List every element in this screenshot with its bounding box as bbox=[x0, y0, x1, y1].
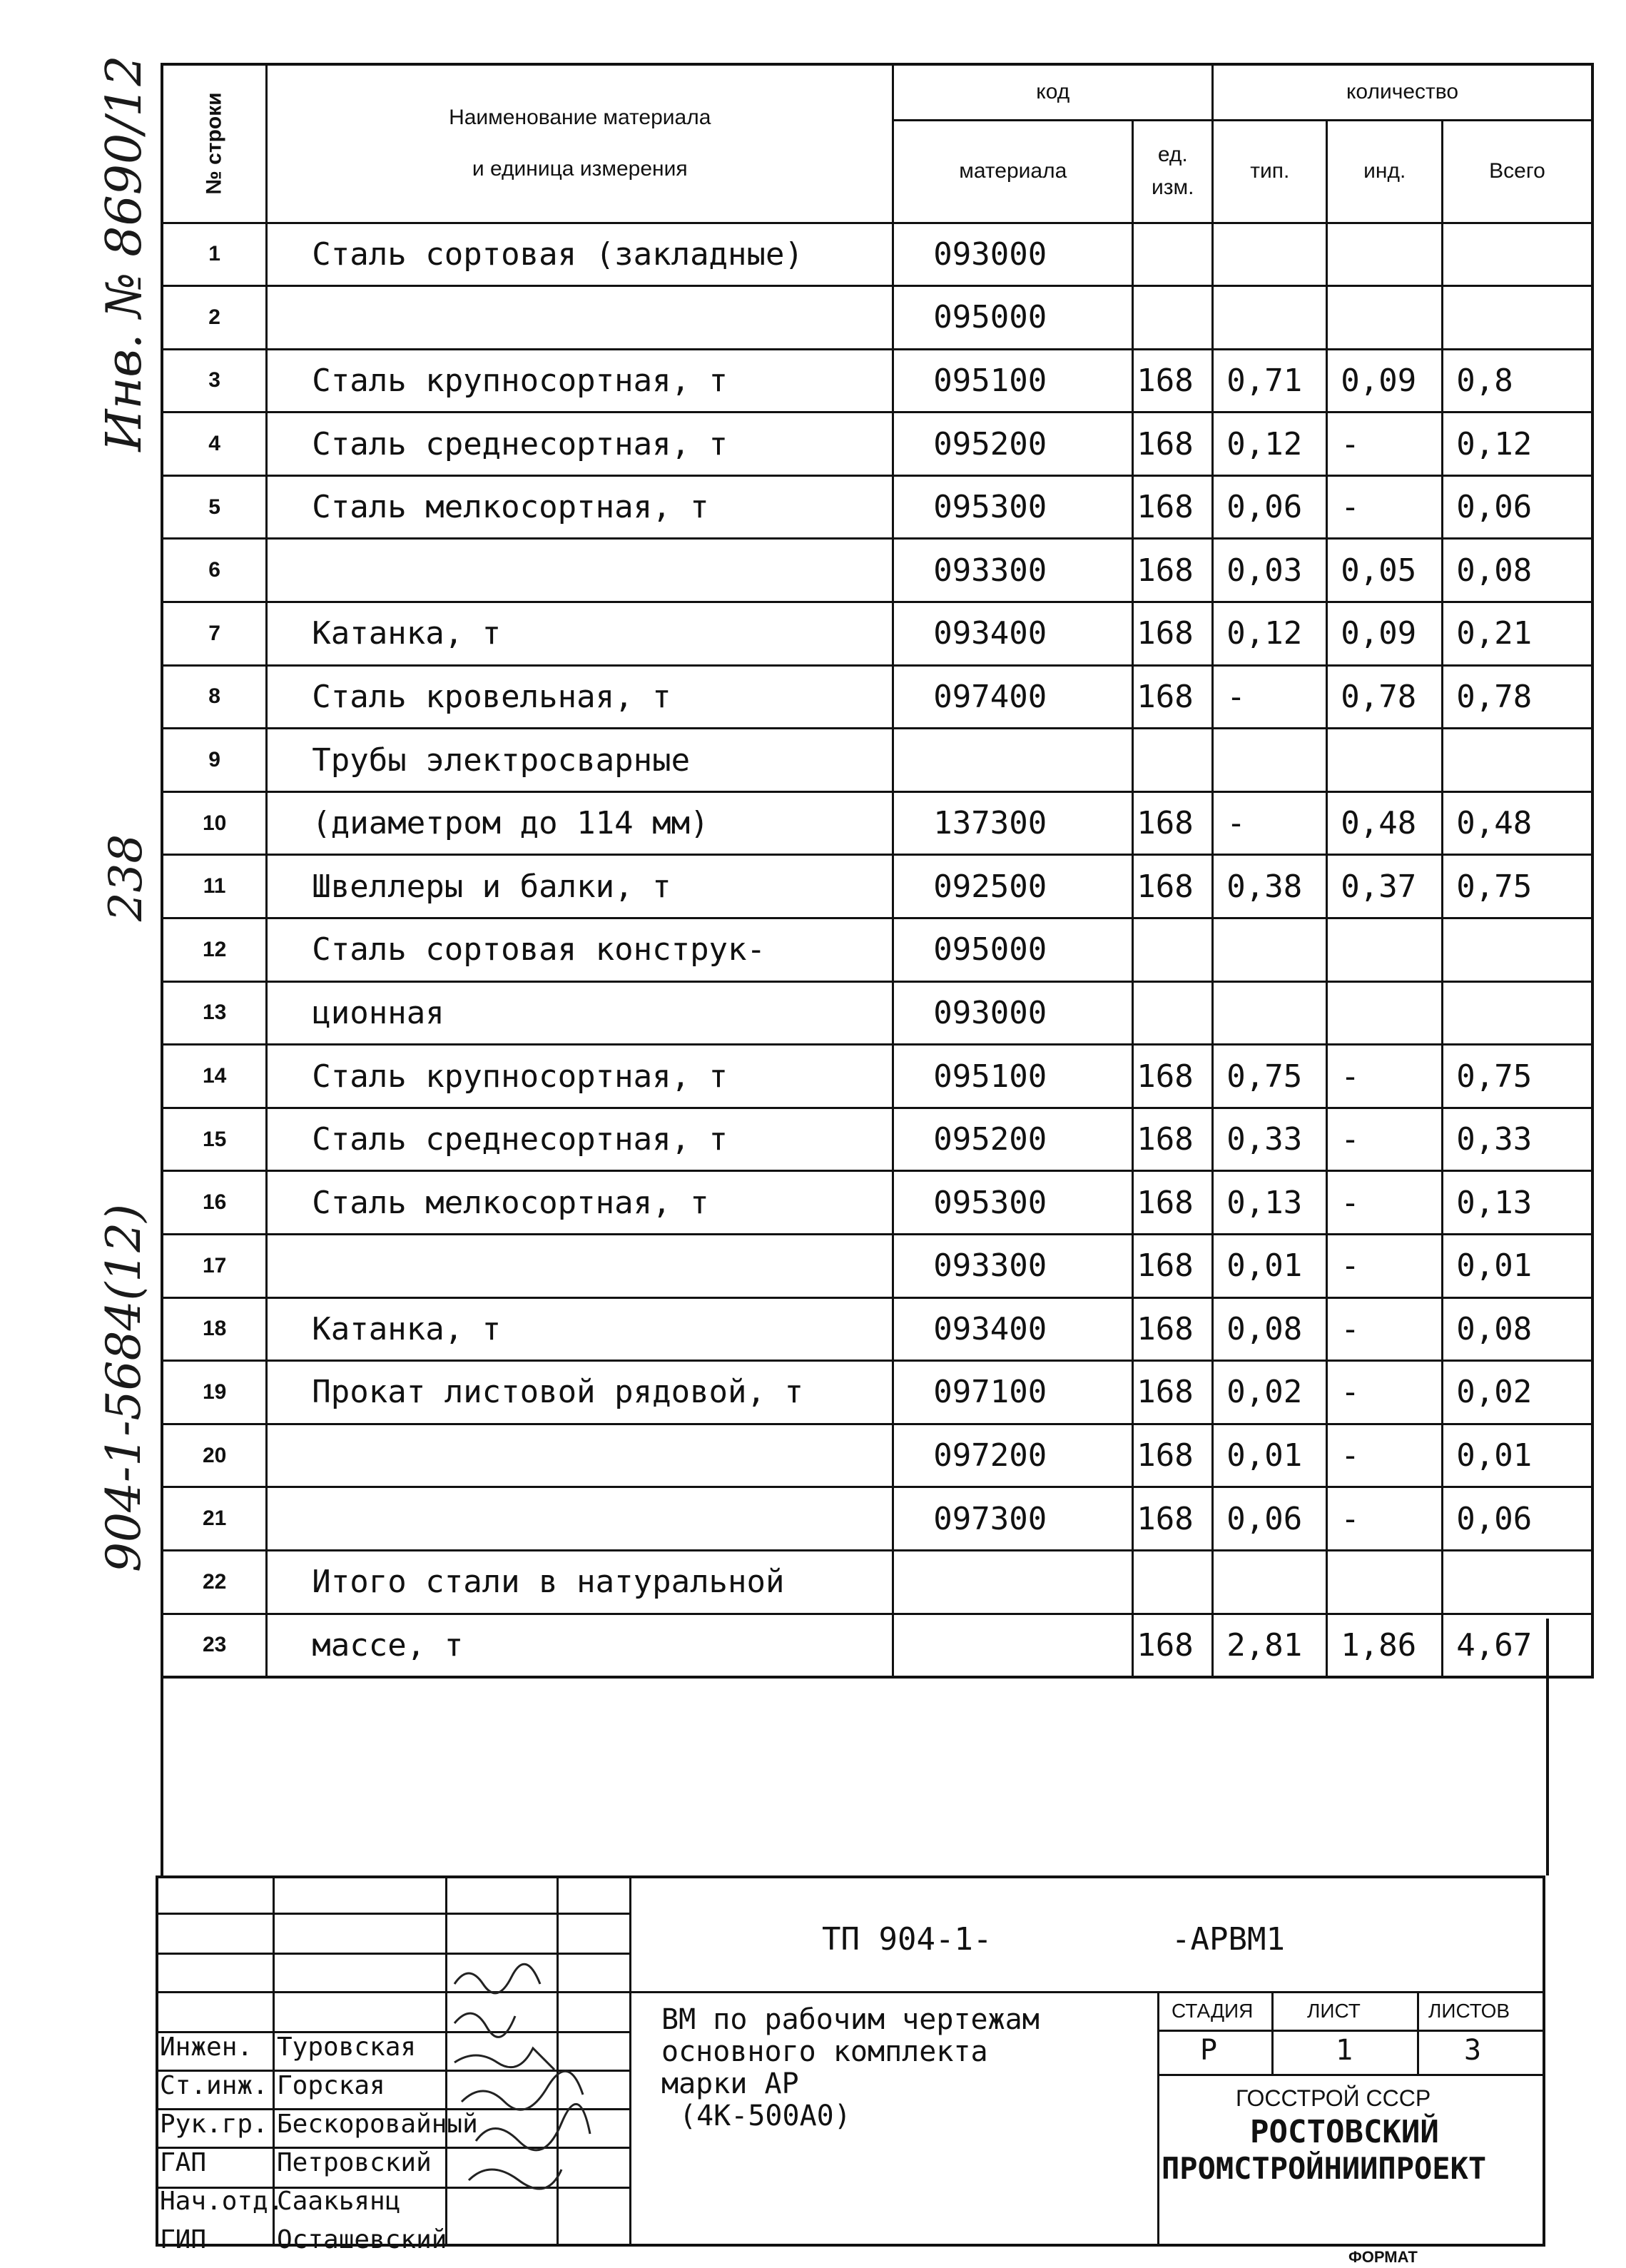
table-row bbox=[162, 729, 1592, 792]
quantity-typ: - bbox=[1213, 665, 1327, 729]
row-number: 2 bbox=[162, 286, 267, 350]
material-name: Сталь среднесортная, т bbox=[267, 1108, 893, 1171]
material-code: 095000 bbox=[893, 918, 1133, 982]
quantity-total: 0,06 bbox=[1443, 475, 1592, 539]
table-row bbox=[162, 665, 1592, 729]
unit-code bbox=[1133, 1550, 1213, 1614]
table-row bbox=[162, 412, 1592, 476]
material-code bbox=[893, 729, 1133, 792]
quantity-ind: 0,09 bbox=[1327, 349, 1443, 412]
quantity-total: 0,02 bbox=[1443, 1361, 1592, 1424]
unit-code: 168 bbox=[1133, 412, 1213, 476]
org-line2: РОСТОВСКИЙ bbox=[1250, 2114, 1439, 2150]
quantity-total: 0,21 bbox=[1443, 602, 1592, 666]
material-code: 093300 bbox=[893, 1235, 1133, 1298]
row-number: 9 bbox=[162, 729, 267, 792]
material-name bbox=[267, 1424, 893, 1487]
quantity-total: 0,12 bbox=[1443, 412, 1592, 476]
quantity-typ: 2,81 bbox=[1213, 1614, 1327, 1677]
material-code: 095100 bbox=[893, 1045, 1133, 1108]
quantity-typ: 0,12 bbox=[1213, 412, 1327, 476]
designation-right: -АРВМ1 bbox=[1172, 1921, 1285, 1958]
material-name: массе, т bbox=[267, 1614, 893, 1677]
quantity-typ: 0,71 bbox=[1213, 349, 1327, 412]
quantity-total: 0,06 bbox=[1443, 1487, 1592, 1551]
code-material-header: материала bbox=[893, 120, 1133, 223]
unit-code bbox=[1133, 223, 1213, 286]
material-code: 095300 bbox=[893, 1171, 1133, 1235]
unit-code: 168 bbox=[1133, 1361, 1213, 1424]
quantity-ind bbox=[1327, 1550, 1443, 1614]
blank-area bbox=[161, 1619, 1549, 1875]
table-row bbox=[162, 855, 1592, 918]
table-row bbox=[162, 1361, 1592, 1424]
quantity-typ: 0,03 bbox=[1213, 539, 1327, 602]
signature-name: Туровская bbox=[277, 2032, 417, 2062]
quantity-typ: 0,12 bbox=[1213, 602, 1327, 666]
quantity-typ bbox=[1213, 1550, 1327, 1614]
quantity-ind: - bbox=[1327, 1045, 1443, 1108]
row-number-header-text: № строки bbox=[202, 92, 226, 195]
table-row bbox=[162, 918, 1592, 982]
quantity-typ: 0,33 bbox=[1213, 1108, 1327, 1171]
row-number: 5 bbox=[162, 475, 267, 539]
signature-name: Бескоровайный bbox=[277, 2110, 478, 2139]
unit-code: 168 bbox=[1133, 1614, 1213, 1677]
quantity-ind bbox=[1327, 729, 1443, 792]
quantity-typ: 0,02 bbox=[1213, 1361, 1327, 1424]
material-name: Сталь кровельная, т bbox=[267, 665, 893, 729]
material-name: Швеллеры и балки, т bbox=[267, 855, 893, 918]
row-number: 17 bbox=[162, 1235, 267, 1298]
quantity-total: 0,08 bbox=[1443, 539, 1592, 602]
quantity-total: 0,01 bbox=[1443, 1235, 1592, 1298]
quantity-ind bbox=[1327, 918, 1443, 982]
table-row bbox=[162, 791, 1592, 855]
quantity-ind: - bbox=[1327, 412, 1443, 476]
material-name: Трубы электросварные bbox=[267, 729, 893, 792]
quantity-typ: 0,38 bbox=[1213, 855, 1327, 918]
quantity-typ bbox=[1213, 729, 1327, 792]
material-code: 093300 bbox=[893, 539, 1133, 602]
org-line1: ГОССТРОЙ СССР bbox=[1236, 2085, 1431, 2111]
signature-role: ГИП bbox=[160, 2225, 207, 2254]
quantity-ind: - bbox=[1327, 1361, 1443, 1424]
material-code: 097400 bbox=[893, 665, 1133, 729]
description-line2: основного комплекта bbox=[661, 2035, 988, 2068]
quantity-total: 4,67 bbox=[1443, 1614, 1592, 1677]
material-name: Сталь крупносортная, т bbox=[267, 1045, 893, 1108]
signature-name: Горская bbox=[277, 2071, 385, 2100]
signature-name: Петровский bbox=[277, 2148, 432, 2177]
quantity-ind bbox=[1327, 223, 1443, 286]
stage-value: Р bbox=[1200, 2034, 1218, 2067]
quantity-typ-header: тип. bbox=[1213, 120, 1327, 223]
quantity-total bbox=[1443, 286, 1592, 350]
code-group-header: код bbox=[893, 64, 1213, 120]
material-name: Катанка, т bbox=[267, 602, 893, 666]
org-line3: ПРОМСТРОЙНИИПРОЕКТ bbox=[1162, 2151, 1487, 2186]
quantity-ind: - bbox=[1327, 475, 1443, 539]
table-row bbox=[162, 539, 1592, 602]
table-row bbox=[162, 1550, 1592, 1614]
material-code: 093400 bbox=[893, 1297, 1133, 1361]
material-name: (диаметром до 114 мм) bbox=[267, 791, 893, 855]
signature-role: ГАП bbox=[160, 2148, 207, 2177]
code-unit-header: ед. изм. bbox=[1133, 120, 1213, 223]
quantity-typ bbox=[1213, 286, 1327, 350]
quantity-typ bbox=[1213, 918, 1327, 982]
material-name: Сталь крупносортная, т bbox=[267, 349, 893, 412]
unit-code: 168 bbox=[1133, 602, 1213, 666]
unit-code bbox=[1133, 729, 1213, 792]
material-name-header bbox=[267, 64, 893, 223]
material-code: 095200 bbox=[893, 412, 1133, 476]
project-code-note: 904-1-5684(12) bbox=[96, 1204, 151, 1573]
quantity-ind: 0,05 bbox=[1327, 539, 1443, 602]
designation-left: ТП 904-1- bbox=[822, 1921, 992, 1958]
material-code bbox=[893, 1550, 1133, 1614]
page-number-note: 238 bbox=[100, 834, 153, 922]
material-name: Сталь среднесортная, т bbox=[267, 412, 893, 476]
material-code: 095300 bbox=[893, 475, 1133, 539]
material-name: Прокат листовой рядовой, т bbox=[267, 1361, 893, 1424]
quantity-total-header: Всего bbox=[1443, 120, 1592, 223]
material-code: 092500 bbox=[893, 855, 1133, 918]
table-row bbox=[162, 1487, 1592, 1551]
table-row bbox=[162, 1045, 1592, 1108]
row-number: 16 bbox=[162, 1171, 267, 1235]
description-line1: ВМ по рабочим чертежам bbox=[661, 2003, 1040, 2036]
quantity-ind: - bbox=[1327, 1424, 1443, 1487]
unit-code: 168 bbox=[1133, 475, 1213, 539]
table-row bbox=[162, 981, 1592, 1045]
material-name: Сталь мелкосортная, т bbox=[267, 475, 893, 539]
table-row bbox=[162, 1108, 1592, 1171]
material-code: 095200 bbox=[893, 1108, 1133, 1171]
quantity-typ bbox=[1213, 981, 1327, 1045]
material-name: Итого стали в натуральной bbox=[267, 1550, 893, 1614]
unit-code: 168 bbox=[1133, 1235, 1213, 1298]
quantity-typ: 0,75 bbox=[1213, 1045, 1327, 1108]
row-number: 4 bbox=[162, 412, 267, 476]
quantity-ind: 0,48 bbox=[1327, 791, 1443, 855]
quantity-typ: 0,06 bbox=[1213, 1487, 1327, 1551]
quantity-total: 0,08 bbox=[1443, 1297, 1592, 1361]
title-block bbox=[156, 1875, 1545, 2254]
row-number: 3 bbox=[162, 349, 267, 412]
row-number: 13 bbox=[162, 981, 267, 1045]
material-name-header-line2: и единица измерения bbox=[472, 157, 688, 181]
material-code: 095100 bbox=[893, 349, 1133, 412]
row-number: 21 bbox=[162, 1487, 267, 1551]
row-number: 7 bbox=[162, 602, 267, 666]
unit-code: 168 bbox=[1133, 1171, 1213, 1235]
material-name bbox=[267, 286, 893, 350]
material-code: 137300 bbox=[893, 791, 1133, 855]
row-number: 6 bbox=[162, 539, 267, 602]
material-code: 093400 bbox=[893, 602, 1133, 666]
material-code: 093000 bbox=[893, 981, 1133, 1045]
quantity-typ: 0,08 bbox=[1213, 1297, 1327, 1361]
quantity-total bbox=[1443, 918, 1592, 982]
quantity-total: 0,75 bbox=[1443, 855, 1592, 918]
table-row bbox=[162, 602, 1592, 666]
quantity-ind bbox=[1327, 981, 1443, 1045]
unit-code: 168 bbox=[1133, 791, 1213, 855]
quantity-typ: 0,01 bbox=[1213, 1235, 1327, 1298]
signature-role: Инжен. bbox=[160, 2032, 253, 2062]
unit-code: 168 bbox=[1133, 1297, 1213, 1361]
format-label: ФОРМАТ bbox=[1348, 2248, 1418, 2266]
table-row bbox=[162, 1297, 1592, 1361]
quantity-total: 0,01 bbox=[1443, 1424, 1592, 1487]
signature-name: Саакьянц bbox=[277, 2187, 401, 2216]
materials-table bbox=[161, 63, 1594, 1679]
table-row bbox=[162, 1235, 1592, 1298]
row-number: 22 bbox=[162, 1550, 267, 1614]
signature-role: Нач.отд. bbox=[160, 2187, 284, 2216]
quantity-typ bbox=[1213, 223, 1327, 286]
material-name bbox=[267, 539, 893, 602]
quantity-ind: 0,09 bbox=[1327, 602, 1443, 666]
quantity-total bbox=[1443, 981, 1592, 1045]
unit-code: 168 bbox=[1133, 539, 1213, 602]
row-number: 12 bbox=[162, 918, 267, 982]
material-name bbox=[267, 1487, 893, 1551]
quantity-total bbox=[1443, 223, 1592, 286]
table-row bbox=[162, 1424, 1592, 1487]
material-name-header-line1: Наименование материала bbox=[449, 106, 711, 130]
material-name: ционная bbox=[267, 981, 893, 1045]
signature-scribbles bbox=[447, 1955, 626, 2241]
unit-code bbox=[1133, 981, 1213, 1045]
row-number: 14 bbox=[162, 1045, 267, 1108]
table-row bbox=[162, 1171, 1592, 1235]
material-name: Катанка, т bbox=[267, 1297, 893, 1361]
unit-code: 168 bbox=[1133, 1424, 1213, 1487]
description-line4: (4К-500А0) bbox=[679, 2100, 851, 2132]
stage-label: СТАДИЯ bbox=[1172, 2000, 1254, 2022]
row-number: 8 bbox=[162, 665, 267, 729]
unit-code bbox=[1133, 286, 1213, 350]
sheet-label: ЛИСТ bbox=[1307, 2000, 1361, 2022]
quantity-group-header: количество bbox=[1213, 64, 1592, 120]
quantity-typ: 0,06 bbox=[1213, 475, 1327, 539]
quantity-ind: - bbox=[1327, 1235, 1443, 1298]
unit-code: 168 bbox=[1133, 1487, 1213, 1551]
quantity-total bbox=[1443, 729, 1592, 792]
unit-code: 168 bbox=[1133, 855, 1213, 918]
signature-role: Ст.инж. bbox=[160, 2071, 268, 2100]
quantity-total: 0,33 bbox=[1443, 1108, 1592, 1171]
quantity-total: 0,8 bbox=[1443, 349, 1592, 412]
row-number-header bbox=[162, 64, 267, 223]
unit-code: 168 bbox=[1133, 349, 1213, 412]
quantity-total bbox=[1443, 1550, 1592, 1614]
row-number: 20 bbox=[162, 1424, 267, 1487]
quantity-ind: 0,78 bbox=[1327, 665, 1443, 729]
quantity-ind-header: инд. bbox=[1327, 120, 1443, 223]
row-number: 11 bbox=[162, 855, 267, 918]
row-number: 15 bbox=[162, 1108, 267, 1171]
quantity-ind: 0,37 bbox=[1327, 855, 1443, 918]
row-number: 19 bbox=[162, 1361, 267, 1424]
material-code: 093000 bbox=[893, 223, 1133, 286]
quantity-total: 0,13 bbox=[1443, 1171, 1592, 1235]
quantity-ind: - bbox=[1327, 1487, 1443, 1551]
unit-code: 168 bbox=[1133, 665, 1213, 729]
row-number: 23 bbox=[162, 1614, 267, 1677]
quantity-ind: - bbox=[1327, 1297, 1443, 1361]
sheets-label: ЛИСТОВ bbox=[1428, 2000, 1510, 2022]
inventory-number-note: Инв. № 8690/12 bbox=[96, 55, 153, 452]
quantity-ind bbox=[1327, 286, 1443, 350]
material-name bbox=[267, 1235, 893, 1298]
quantity-typ: - bbox=[1213, 791, 1327, 855]
quantity-ind: - bbox=[1327, 1171, 1443, 1235]
row-number: 18 bbox=[162, 1297, 267, 1361]
signature-role: Рук.гр. bbox=[160, 2110, 268, 2139]
unit-code: 168 bbox=[1133, 1045, 1213, 1108]
material-name: Сталь сортовая (закладные) bbox=[267, 223, 893, 286]
quantity-typ: 0,13 bbox=[1213, 1171, 1327, 1235]
material-code: 097200 bbox=[893, 1424, 1133, 1487]
quantity-total: 0,78 bbox=[1443, 665, 1592, 729]
unit-code bbox=[1133, 918, 1213, 982]
quantity-total: 0,48 bbox=[1443, 791, 1592, 855]
sheet-value: 1 bbox=[1336, 2034, 1353, 2067]
row-number: 10 bbox=[162, 791, 267, 855]
table-row bbox=[162, 223, 1592, 286]
unit-code: 168 bbox=[1133, 1108, 1213, 1171]
table-row bbox=[162, 349, 1592, 412]
description-line3: марки АР bbox=[661, 2067, 799, 2100]
quantity-ind: 1,86 bbox=[1327, 1614, 1443, 1677]
signature-name: Осташевский bbox=[277, 2225, 447, 2254]
material-code: 095000 bbox=[893, 286, 1133, 350]
quantity-typ: 0,01 bbox=[1213, 1424, 1327, 1487]
material-name: Сталь сортовая конструк- bbox=[267, 918, 893, 982]
sheets-value: 3 bbox=[1464, 2034, 1482, 2067]
material-code: 097300 bbox=[893, 1487, 1133, 1551]
quantity-ind: - bbox=[1327, 1108, 1443, 1171]
material-code: 097100 bbox=[893, 1361, 1133, 1424]
table-row bbox=[162, 286, 1592, 350]
table-row bbox=[162, 475, 1592, 539]
material-name: Сталь мелкосортная, т bbox=[267, 1171, 893, 1235]
quantity-total: 0,75 bbox=[1443, 1045, 1592, 1108]
row-number: 1 bbox=[162, 223, 267, 286]
